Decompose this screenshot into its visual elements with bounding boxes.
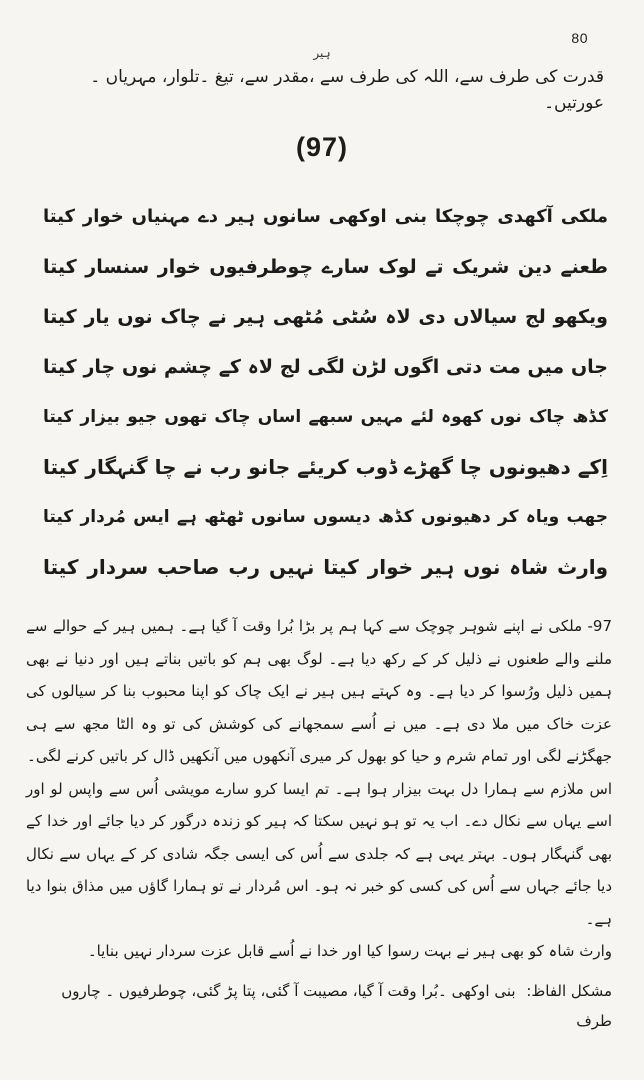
verse-line: ملکی آکھدی چوچکا بنی اوکھی سانوں ہیر دے مہنیاں خوار کیتا (43, 206, 608, 227)
verse-list (43, 192, 608, 592)
verse-line: وارث شاہ نوں ہیر خوار کیتا نہیں رب صاحب سردار کیتا (43, 555, 608, 579)
running-head: ہیر (313, 46, 331, 60)
commentary (26, 610, 612, 968)
commentary-paragraph: اس ملازم سے ہمارا دل بہت بیزار ہوا ہے۔ تم ایسا کرو سارے مویشی اُس سے واپس لو اور اسے یہاں سے نکال دے۔ اب یہ تو ہو نہیں سکتا کہ ہیر کو زندہ درگور کر دیا جائے اور خدا کے بھی گنہگار ہوں۔ بہتر یہی ہے کہ جلدی سے اُس کی ایسی جگہ شادی کر کے یہاں سے نکال دیا جائے جہاں سے اُس کی کسی کو خبر نہ ہو۔ اس مُردار نے تو ہمارا گاؤں میں مذاق بنوا دیا ہے۔ (26, 779, 612, 928)
verse-line: اِکے دھیونوں چا گھڑے ڈوب کریئے جانو رب نے چا گنہگار کیتا (43, 455, 608, 479)
verse-line: طعنے دین شریک تے لوک سارے چوطرفیوں خوار سنسار کیتا (43, 256, 608, 278)
verse-line: ویکھو لج سیالاں دی لاہ سُٹی مُٹھی ہیر نے چاک نوں یار کیتا (43, 306, 608, 328)
intro-line: قدرت کی طرف سے، اللہ کی طرف سے ،مقدر سے، تیغ ۔تلوار، مہریاں ۔عورتیں۔ (90, 67, 604, 113)
glossary-label: مشکل الفاظ: (526, 982, 612, 1000)
page-number: 80 (571, 30, 588, 46)
commentary-paragraph: 97- ملکی نے اپنے شوہر چوچک سے کہا ہم پر بڑا بُرا وقت آ گیا ہے۔ ہمیں ہیر کے حوالے سے ملنے والے طعنوں نے ذلیل کر کے رکھ دیا ہے۔ لوگ بھی ہم کو باتیں بناتے ہیں اور دنیا نے بھی ہمیں ذلیل ورُسوا کر دیا ہے۔ وہ کہتے ہیں ہیر نے ایک چاک کو اپنا محبوب بنا کر سیالوں کی عزت خاک میں ملا دی ہے۔ میں نے اُسے سمجھانے کی کوشش کی تو وہ الٹا مجھ سے ہی جھگڑنے لگی اور تمام شرم و حیا کو بھول کر میری آنکھوں میں آنکھیں ڈال کر باتیں کرنے لگی۔ (26, 617, 612, 765)
commentary-paragraph: وارث شاہ کو بھی ہیر نے بہت رسوا کیا اور خدا نے اُسے قابل عزت سردار نہیں بنایا۔ (87, 942, 612, 960)
verse-line: جاں میں مت دتی اگوں لڑن لگی لج لاہ کے چشم نوں چار کیتا (43, 356, 608, 378)
poem-number: (97) (295, 132, 348, 162)
glossary-text: بنی اوکھی ۔بُرا وقت آ گیا، مصیبت آ گئی، پتا پڑ گئی، چوطرفیوں ۔ چاروں طرف (61, 982, 612, 1030)
glossary (26, 976, 612, 1036)
verse-line: کڈھ چاک نوں کھوہ لئے مہیں سبھے اساں چاک تھوں جیو بیزار کیتا (43, 407, 608, 427)
verse-line: جھب ویاہ کر دھیونوں کڈھ دیسوں سانوں ٹھٹھ ہے ایس مُردار کیتا (43, 507, 608, 527)
